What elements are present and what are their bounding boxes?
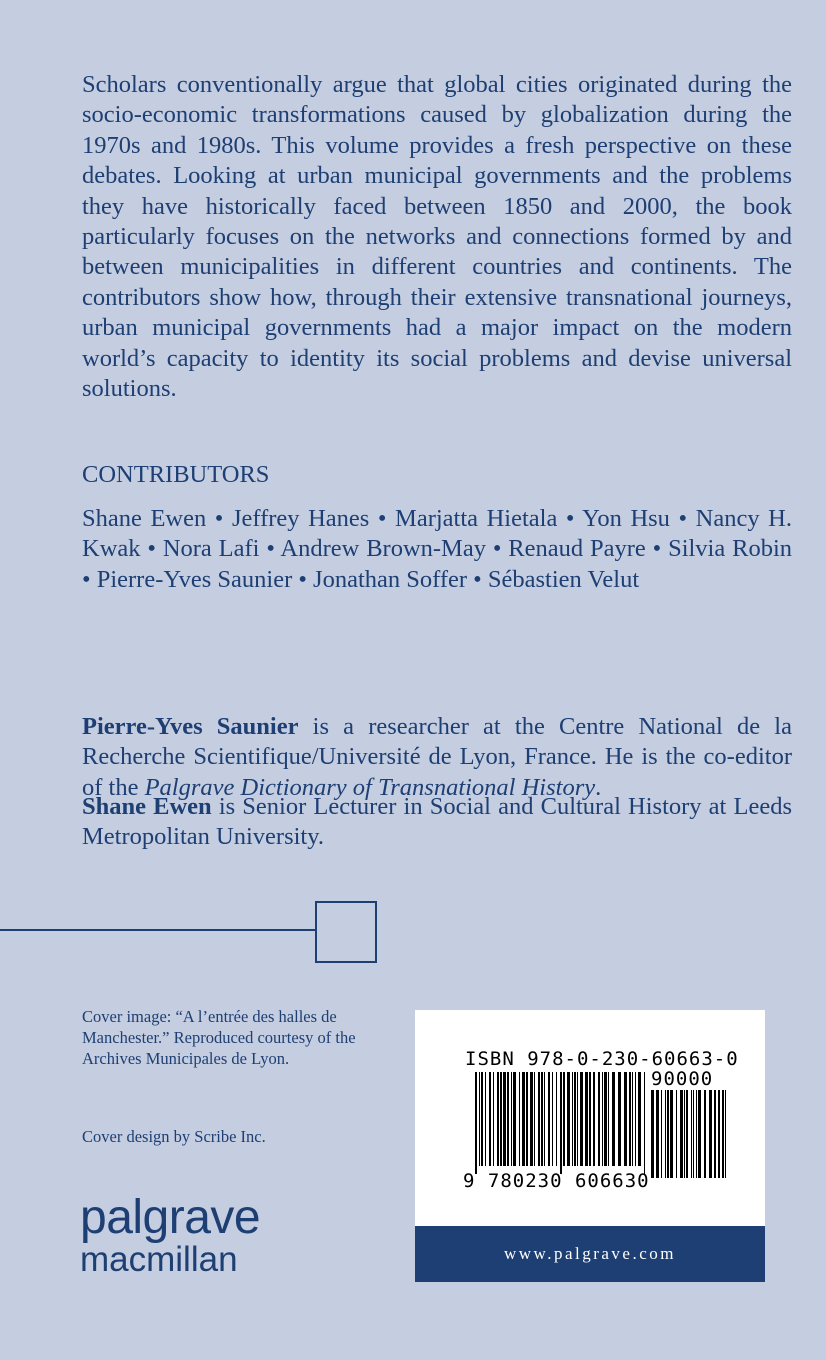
contributors-heading: CONTRIBUTORS — [82, 461, 270, 488]
price-code: 90000 — [651, 1068, 714, 1090]
publisher-website: www.palgrave.com — [415, 1226, 765, 1282]
editor-bio-ewen — [82, 792, 792, 853]
contributors-list: Shane Ewen • Jeffrey Hanes • Marjatta Hietala • Yon Hsu • Nancy H. Kwak • Nora Lafi • Andrew Brown-May • Renaud Payre • Silvia Robin • Pierre-Yves Saunier • Jonathan Soffer • Sébastien Velut — [82, 505, 792, 593]
barcode-panel — [415, 1010, 765, 1282]
cover-design-credit: Cover design by Scribe Inc. — [82, 1127, 266, 1146]
barcode-addon-icon — [651, 1090, 731, 1178]
book-description: Scholars conventionally argue that global cities originated during the socio-economic transformations caused by globalization during the 1970s and 1980s. This volume provides a fresh perspective on these debates. Looking at urban municipal governments and the problems they have historically faced between 1850 and 2000, the book particularly focuses on the networks and connections formed by and between municipalities in different countries and continents. The contributors show how, through their extensive transnational journeys, urban municipal governments had a major impact on the modern world’s capacity to identity its social problems and devise universal solutions. — [82, 71, 792, 403]
barcode-digits: 9 780230 606630 — [463, 1170, 650, 1192]
isbn-label: ISBN 978-0-230-60663-0 — [465, 1048, 739, 1070]
decorative-square — [315, 901, 377, 963]
publisher-logo — [80, 1191, 261, 1280]
bio-text: is a researcher at the Centre National de la Recherche Scientifique/Université de Lyon, France. He is the co-editor of the — [82, 713, 792, 801]
editor-name: Pierre-Yves Saunier — [82, 713, 299, 740]
editor-name: Shane Ewen — [82, 793, 212, 820]
logo-line-2: macmillan — [80, 1240, 238, 1279]
decorative-line — [0, 929, 316, 931]
bio-text: is Senior Lecturer in Social and Cultural History at Leeds Metropolitan University. — [82, 793, 792, 851]
book-title-reference: Palgrave Dictionary of Transnational History — [144, 773, 596, 801]
barcode-ean13-icon — [475, 1072, 647, 1176]
editor-bio-saunier — [82, 712, 792, 803]
bio-text-end: . — [595, 773, 602, 801]
cover-image-credit: Cover image: “A l’entrée des halles de Manchester.” Reproduced courtesy of the Archives Municipales de Lyon. — [82, 1007, 356, 1068]
logo-line-1: palgrave — [80, 1191, 261, 1244]
